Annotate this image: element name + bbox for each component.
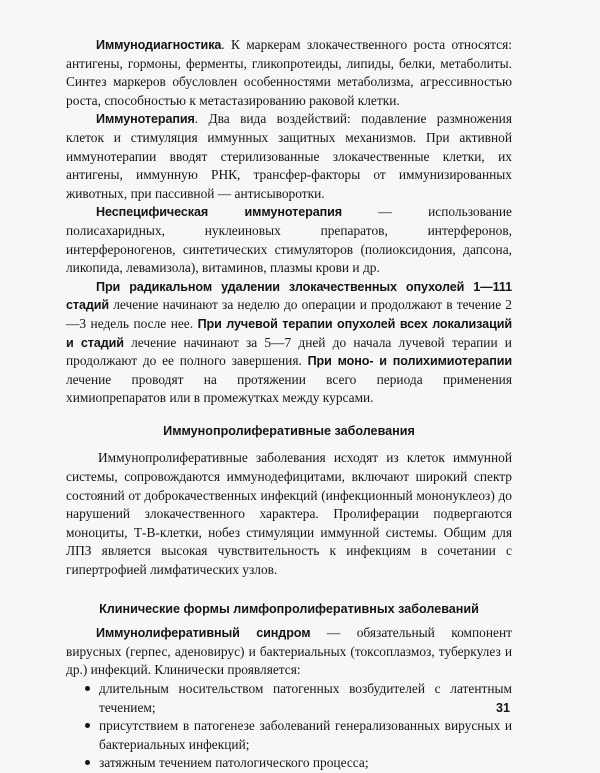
bold-chemotherapy: При моно- и полихимиотерапии xyxy=(307,354,512,369)
bullet-list xyxy=(66,680,512,773)
paragraph-text: лечение начинают за 5—7 дней до начала лучевой терапии и продолжают до ее полного завершения. xyxy=(66,334,512,369)
bullet-icon xyxy=(85,760,90,765)
paragraph-text: . К маркерам злокачественного роста относятся: антигены, гормоны, ферменты, гликопротеиды, липиды, белки, метаболиты. Синтез маркеров обусловлен особенностями метаболизма, агрессивностью роста, способностью к метастазированию раковой клетки. xyxy=(66,37,512,108)
paragraph-immunodiagnostics xyxy=(66,36,512,110)
paragraph-text: лечение проводят на протяжении всего периода применения химиопрепаратов или в промежутках между курсами. xyxy=(66,371,512,406)
term-immunoliferative-syndrome: Иммунолиферативный синдром xyxy=(96,626,311,641)
paragraph-immunotherapy xyxy=(66,110,512,203)
page-content xyxy=(66,36,512,773)
list-item xyxy=(83,754,512,773)
paragraph-nonspecific-immunotherapy xyxy=(66,203,512,277)
paragraph-treatment-schedule xyxy=(66,278,512,408)
page-number: 31 xyxy=(495,701,510,715)
paragraph-text: . Два вида воздействий: подавление размножения клеток и стимуляция иммунных защитных механизмов. При активной иммунотерапии вводят стерилизованные злокачественные клетки, их антигены, иммунную РНК, трансфер-факторы от иммунизированных животных, при пассивной — антисыворотки. xyxy=(66,111,512,201)
term-immunotherapy: Иммунотерапия xyxy=(96,112,195,127)
bullet-icon xyxy=(85,723,90,728)
bold-radical-removal: При радикальном удалении злокачественных опухолей 1—111 стадий xyxy=(66,279,512,313)
paragraph-immunoproliferative: Иммунопролиферативные заболевания исходят из клеток иммунной системы, сопровождаются иммунодефицитами, включают широкий спектр состояний от доброкачественных инфекций (инфекционный мононуклеоз) до нарушений злокачественного характера. Пролиферации подвергаются моноциты, Т-В-клетки, нобез стимуляции иммунной системы. Общим для ЛПЗ является высокая чувствительность к инфекциям в сочетании с гипертрофией лимфатических узлов. xyxy=(66,450,512,578)
section-heading-immunoproliferative: Иммунопролиферативные заболевания xyxy=(163,423,415,438)
term-nonspecific-immunotherapy: Неспецифическая иммунотерапия xyxy=(96,205,342,220)
paragraph-text: — использование полисахаридных, нуклеиновых препаратов, интерферонов, интерфероногенов, синтетических стимуляторов (полиоксидония, дапсона, ликопида, левамизола), витаминов, плазмы крови и др. xyxy=(66,204,512,276)
bold-radiation-therapy: При лучевой терапии опухолей всех локализаций и стадий xyxy=(66,316,512,350)
section-heading-clinical-forms: Клинические формы лимфопролиферативных заболеваний xyxy=(99,601,479,616)
paragraph-text: лечение начинают за неделю до операции и продолжают в течение 2—3 недель после нее. xyxy=(66,297,512,331)
bullet-icon xyxy=(85,686,90,691)
term-immunodiagnostics: Иммунодиагностика xyxy=(96,38,222,52)
paragraph-text: — обязательный компонент вирусных (герпес, аденовирус) и бактериальных (токсоплазмоз, туберкулез и др.) инфекций. Клинически проявляется: xyxy=(66,625,513,678)
list-item-text: длительным носительством патогенных возбудителей с латентным течением; xyxy=(99,681,512,715)
paragraph-immunoliferative-syndrome xyxy=(66,624,512,680)
list-item xyxy=(83,717,512,754)
list-item-text: присутствием в патогенезе заболеваний генерализованных вирусных и бактериальных инфекций; xyxy=(99,718,512,752)
list-item-text: затяжным течением патологического процесса; xyxy=(99,755,369,771)
list-item xyxy=(83,680,512,717)
